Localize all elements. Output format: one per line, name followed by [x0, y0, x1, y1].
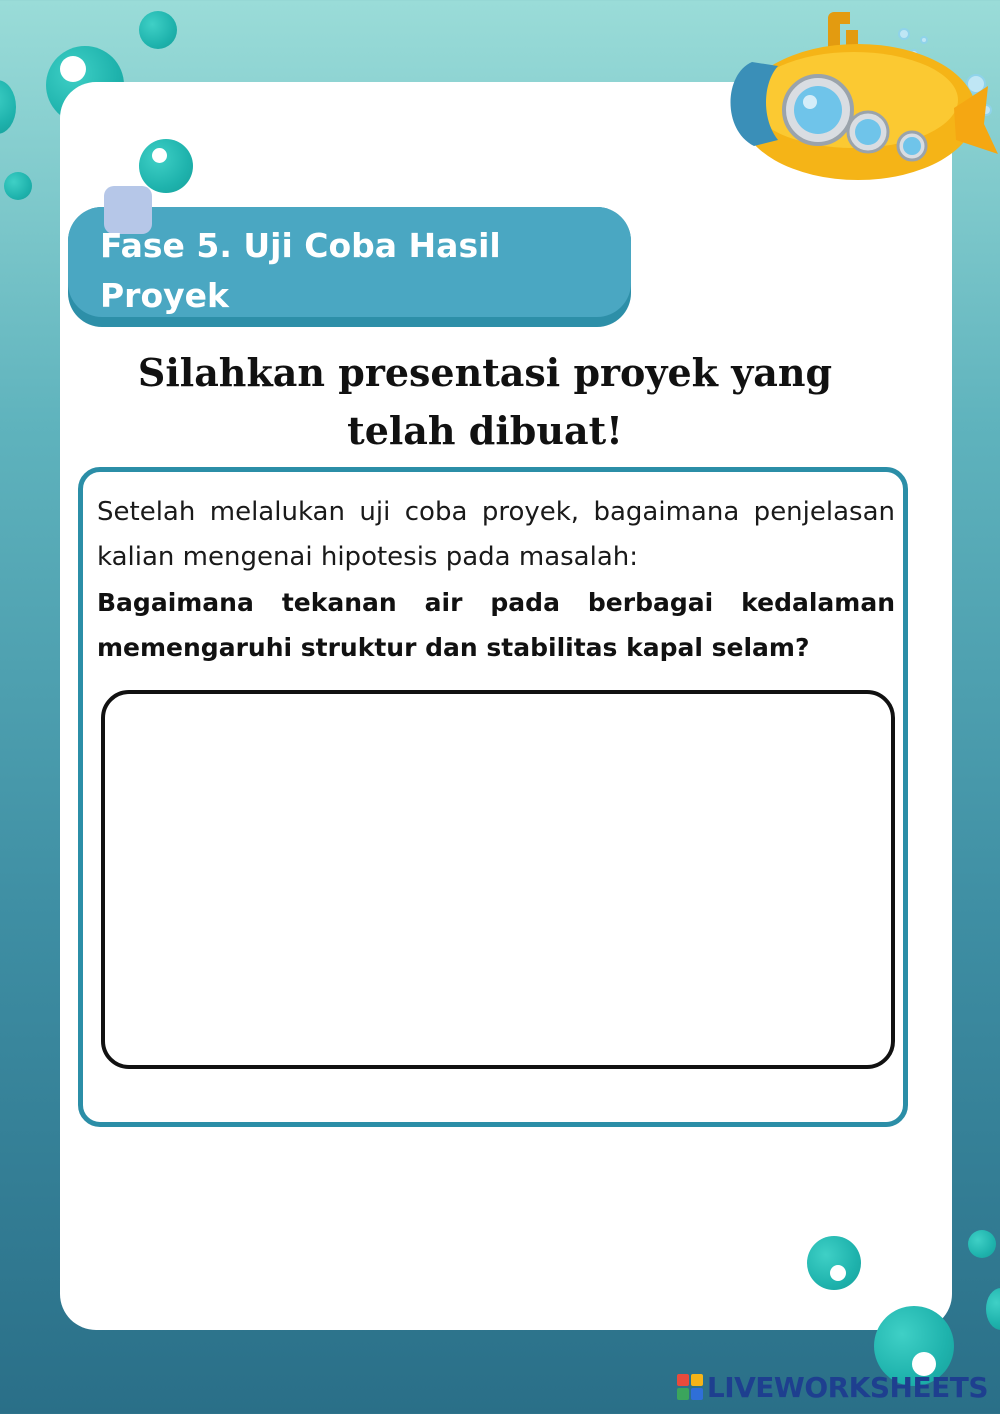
liveworksheets-brand [677, 1370, 988, 1404]
bubble-icon [139, 139, 193, 193]
bubble-icon [807, 1236, 861, 1290]
bubble-icon [986, 1288, 1000, 1330]
bubble-icon [968, 1230, 996, 1258]
problem-question: Bagaimana tekanan air pada berbagai kedalaman memengaruhi struktur dan stabilitas kapal selam? [97, 588, 895, 662]
submarine-illustration [718, 0, 1000, 200]
answer-textarea[interactable] [101, 690, 895, 1069]
liveworksheets-logo-icon [677, 1374, 703, 1400]
question-intro-text: Setelah melalukan uji coba proyek, bagaimana penjelasan kalian mengenai hipotesis pada masalah: [97, 497, 895, 572]
bubble-icon [139, 11, 177, 49]
bubble-icon [4, 172, 32, 200]
brand-name: LIVEWORKSHEETS [706, 1370, 988, 1404]
phase-title: Fase 5. Uji Coba Hasil Proyek [100, 226, 501, 315]
bubble-icon [0, 80, 16, 134]
page-title: Silahkan presentasi proyek yang telah dibuat! [137, 350, 833, 453]
